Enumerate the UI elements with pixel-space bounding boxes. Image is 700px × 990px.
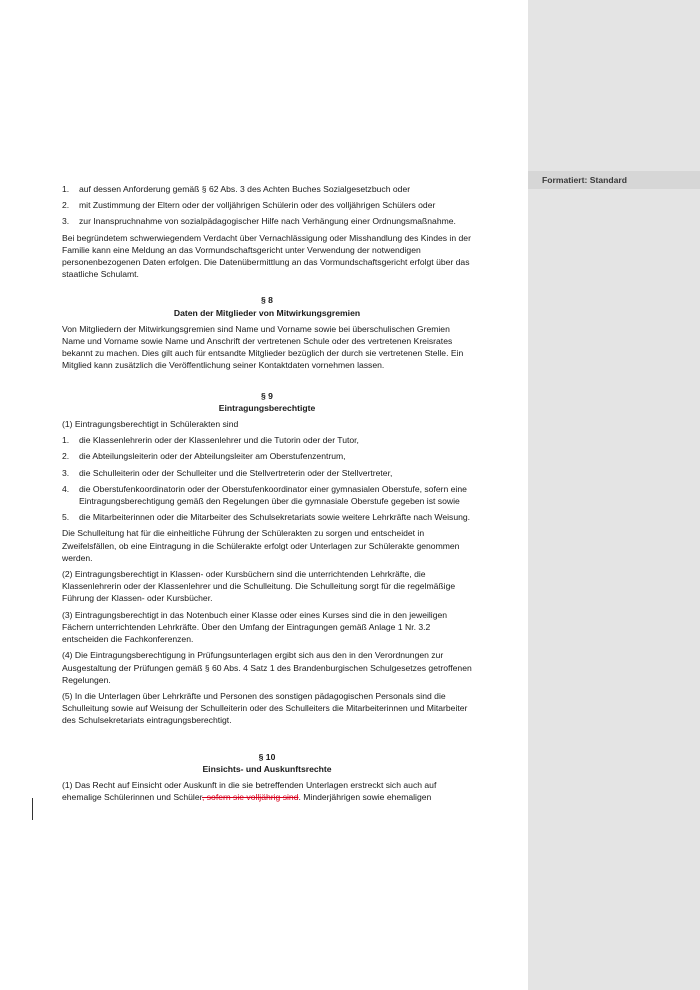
tracked-deletion[interactable]: , sofern sie volljährig sind xyxy=(201,792,299,803)
section-10-p1-text: (1) Das Recht auf Einsicht oder Auskunft in die sie betreffenden Unterlagen erstreckt sich auch auf ehemalige Schülerinnen und Schüler xyxy=(62,779,437,803)
section-number: § 10 xyxy=(258,751,276,762)
section-9-p2: (2) Eintragungsberechtigt in Klassen- oder Kursbüchern sind die unterrichtenden Lehrkräfte, die Klassenlehrerin oder der Klassenlehrer und die Schulleitung. Die Schulleitung sorgt für die regelmäßige Führung der Klassen- oder Kursbücher. xyxy=(62,569,456,604)
list-number: 3. xyxy=(62,216,70,227)
change-bar xyxy=(32,798,33,820)
section-title: Einsichts- und Auskunftsrechte xyxy=(202,763,332,774)
list-text: die Schulleiterin oder der Schulleiter und die Stellvertreterin oder der Stellvertreter, xyxy=(79,467,393,478)
document-body xyxy=(62,183,472,803)
section-title: Eintragungsberechtigte xyxy=(218,402,316,413)
list-item xyxy=(62,183,472,195)
list-text: auf dessen Anforderung gemäß § 62 Abs. 3 des Achten Buches Sozialgesetzbuch oder xyxy=(79,184,411,194)
list-number: 3. xyxy=(62,467,70,478)
list-item xyxy=(62,215,472,227)
list-item xyxy=(62,483,472,507)
list-item xyxy=(62,199,472,211)
list-number: 1. xyxy=(62,435,70,446)
section-8-text: Von Mitgliedern der Mitwirkungsgremien sind Name und Vorname sowie bei überschulischen Gremien Name und Vorname sowie Name und Anschrift der vertretenen Schule oder des vertretenen Kreisrates bekannt zu machen. Dies gilt auch für entsandte Mitglieder bezüglich der durch sie vertretenen Stelle. Ein Mitglied kann zusätzlich die Veröffentlichung seiner Kontaktdaten vornehmen lassen. xyxy=(62,323,464,371)
list-item xyxy=(62,434,472,446)
list-number: 4. xyxy=(62,483,70,494)
list-item xyxy=(62,467,472,479)
list-number: 5. xyxy=(62,512,70,523)
list-text: die Abteilungsleiterin oder der Abteilungsleiter am Oberstufenzentrum, xyxy=(79,451,346,462)
comment-pane xyxy=(528,0,700,990)
section-10-heading xyxy=(62,751,472,775)
section-number: § 8 xyxy=(261,295,273,306)
paragraph-verdacht: Bei begründetem schwerwiegendem Verdacht über Vernachlässigung oder Misshandlung des Kindes in der Familie kann eine Meldung an das Vormundschaftsgericht unter Verwendung der notwendigen personenbezogenen Daten erfolgen. Die Datenübermittlung an das Vormundschaftsgericht erfolgt über das staatliche Schulamt. xyxy=(62,232,471,280)
list-number: 1. xyxy=(62,184,70,194)
section-8-heading xyxy=(62,294,472,318)
section-9-p-after: Die Schulleitung hat für die einheitliche Führung der Schülerakten zu sorgen und entscheidet in Zweifelsfällen, ob eine Eintragung in die Schülerakte erfolgt oder Unterlagen zur Schülerakte genommen werden. xyxy=(62,528,460,563)
list-text: die Oberstufenkoordinatorin oder der Oberstufenkoordinator einer gymnasialen Oberstufe, sofern eine Eintragungsberechtigung gemäß den Regelungen über die gymnasiale Oberstufe gegeben ist sowie xyxy=(79,483,467,507)
list-text: zur Inanspruchnahme von sozialpädagogischer Hilfe nach Verhängung einer Ordnungsmaßnahme. xyxy=(79,216,456,227)
section-9-p4: (4) Die Eintragungsberechtigung in Prüfungsunterlagen ergibt sich aus den in den Verordnungen zur Ausgestaltung der Prüfungen gemäß § 60 Abs. 4 Satz 1 des Brandenburgischen Schulgesetzes getroffenen Regelungen. xyxy=(62,650,472,685)
section-9-p3: (3) Eintragungsberechtigt in das Notenbuch einer Klasse oder eines Kurses sind die in den jeweiligen Fächern unterrichtenden Lehrkräfte. Über den Umfang der Eintragungen gemäß Anlage 1 Nr. 3.2 entscheiden die Fachkonferenzen. xyxy=(62,609,448,645)
list-number: 2. xyxy=(62,200,70,211)
list-text: die Klassenlehrerin oder der Klassenlehrer und die Tutorin oder der Tutor, xyxy=(79,435,359,446)
formatting-comment-balloon[interactable]: Formatiert: Standard xyxy=(528,171,700,189)
section-title: Daten der Mitglieder von Mitwirkungsgremien xyxy=(173,307,361,318)
section-9-p5: (5) In die Unterlagen über Lehrkräfte und Personen des sonstigen pädagogischen Personals sind die Schulleitung sowie auf Weisung der Schulleiterin oder des Schulleiters die Mitarbeiterinnen und Mitarbeiter des Schulsekretariats eintragungsberechtigt. xyxy=(62,690,468,726)
list-text: die Mitarbeiterinnen oder die Mitarbeiter des Schulsekretariats sowie weitere Lehrkräfte nach Weisung. xyxy=(79,512,471,523)
section-number: § 9 xyxy=(261,390,273,401)
list-item xyxy=(62,511,472,523)
list-text: mit Zustimmung der Eltern oder der volljährigen Schülerin oder des volljährigen Schülers oder xyxy=(79,200,436,211)
section-10-p1 xyxy=(62,779,472,803)
list-number: 2. xyxy=(62,451,70,462)
section-9-heading xyxy=(62,390,472,414)
section-9-p1: (1) Eintragungsberechtigt in Schülerakten sind xyxy=(62,419,239,430)
section-10-p1-text-cont: . Minderjährigen sowie ehemaligen xyxy=(298,792,432,803)
list-item xyxy=(62,450,472,462)
